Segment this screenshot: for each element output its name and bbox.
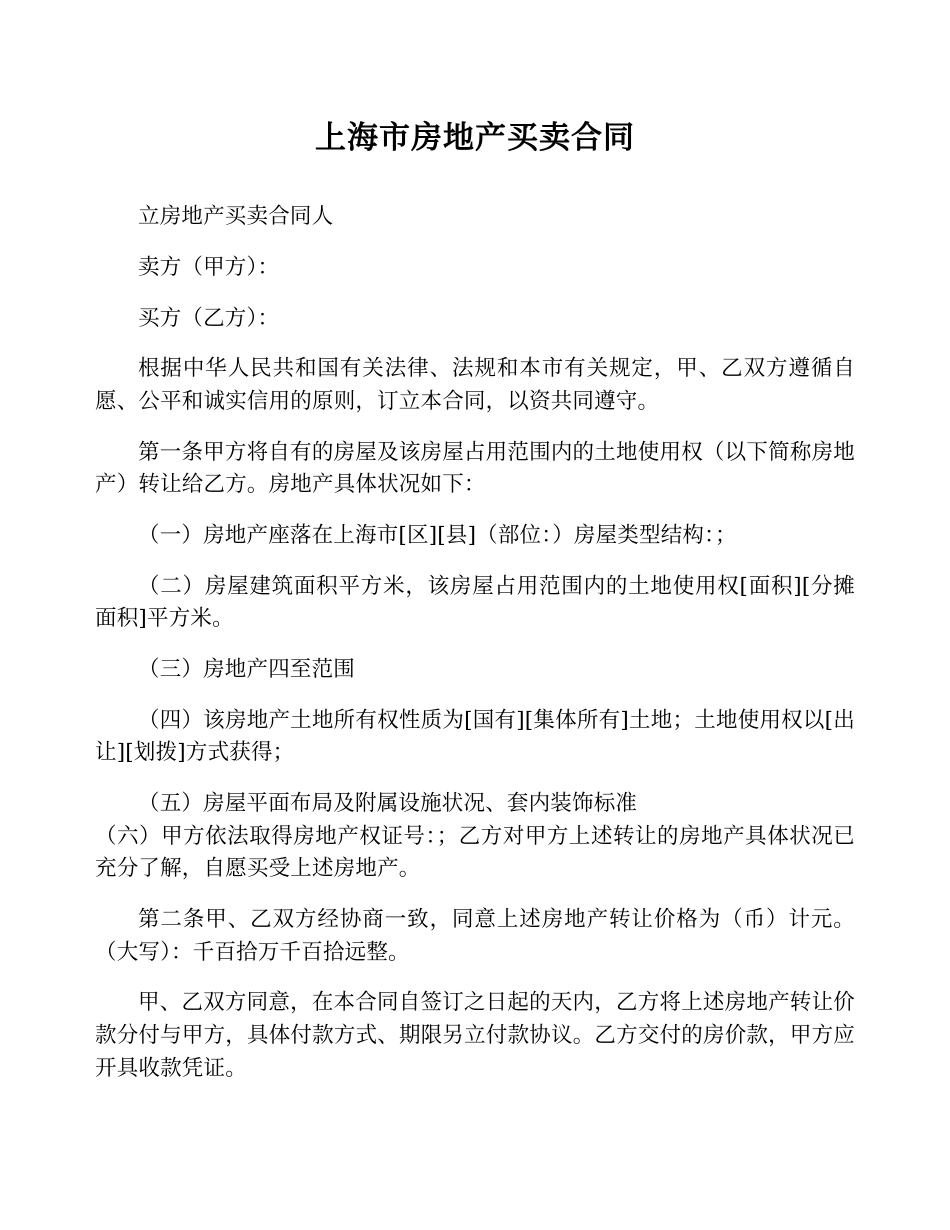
paragraph-buyer-line: 买方（乙方）： — [138, 305, 280, 331]
paragraph-item-4: （四）该房地产土地所有权性质为[国有][集体所有]土地；土地使用权以[出让][划拨]方式获得； — [95, 707, 855, 766]
paragraph-article-2: 第二条甲、乙双方经协商一致，同意上述房地产转让价格为（币）计元。（大写）：千百拾万千百拾远整。 — [95, 906, 855, 965]
document-body — [95, 157, 855, 1085]
paragraph-item-5: （五）房屋平面布局及附属设施状况、套内装饰标准 — [138, 790, 638, 816]
page-title: 上海市房地产买卖合同 — [315, 120, 635, 156]
paragraph-item-2: （二）房屋建筑面积平方米，该房屋占用范围内的土地使用权[面积][分摊面积]平方米。 — [95, 573, 855, 632]
paragraph-seller-line: 卖方（甲方）： — [138, 254, 280, 280]
paragraph-item-1: （一）房地产座落在上海市[区][县]（部位：）房屋类型结构：； — [138, 522, 737, 548]
paragraph-item-3: （三）房地产四至范围 — [138, 656, 356, 682]
paragraph-article-1: 第一条甲方将自有的房屋及该房屋占用范围内的土地使用权（以下简称房地产）转让给乙方。房地产具体状况如下： — [95, 439, 855, 498]
paragraph-payment-terms: 甲、乙双方同意，在本合同自签订之日起的天内，乙方将上述房地产转让价款分付与甲方，具体付款方式、期限另立付款协议。乙方交付的房价款，甲方应开具收款凭证。 — [95, 990, 855, 1081]
paragraph-intro-line: 立房地产买卖合同人 — [138, 204, 334, 230]
paragraph-item-6: （六）甲方依法取得房地产权证号：；乙方对甲方上述转让的房地产具体状况已充分了解，自愿买受上述房地产。 — [95, 823, 855, 882]
paragraph-preamble: 根据中华人民共和国有关法律、法规和本市有关规定，甲、乙双方遵循自愿、公平和诚实信用的原则，订立本合同，以资共同遵守。 — [95, 356, 855, 414]
